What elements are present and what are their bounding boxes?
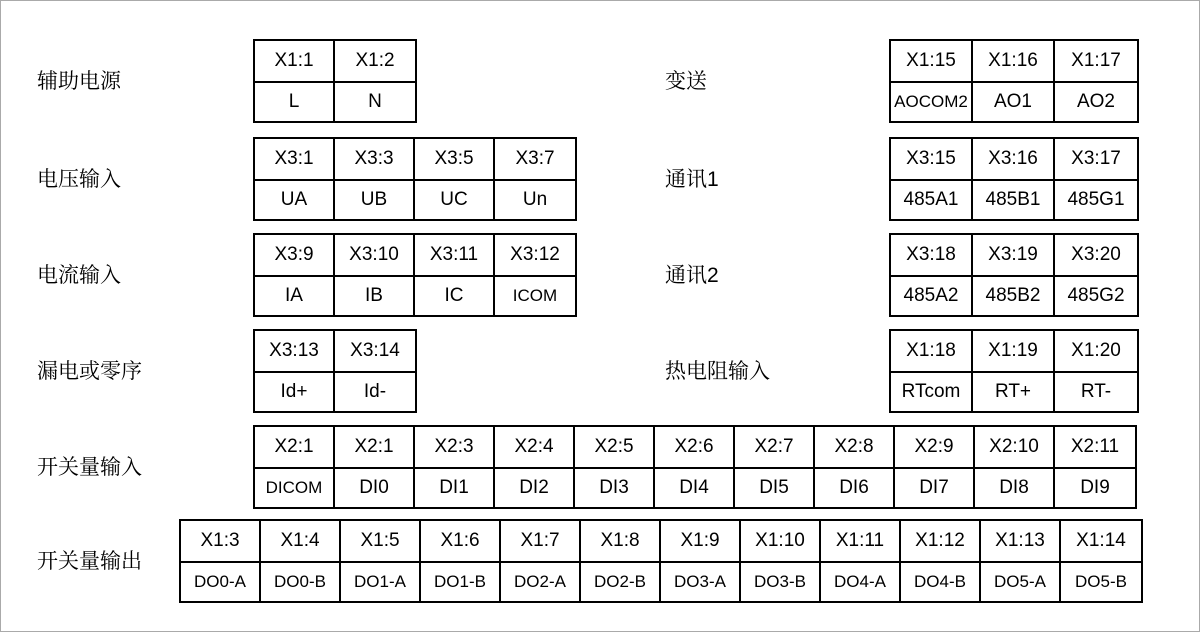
group-label-digital-output: 开关量输出 xyxy=(37,549,142,573)
signal-cell: DO3-A xyxy=(661,561,741,601)
group-communication-2 xyxy=(665,233,1139,317)
signal-cell: AOCOM2 xyxy=(891,81,973,121)
terminal-cell: X1:16 xyxy=(973,41,1055,81)
terminal-cell: X1:18 xyxy=(891,331,973,371)
signal-cell: DO4-A xyxy=(821,561,901,601)
terminal-cell: X2:1 xyxy=(255,427,335,467)
signal-row xyxy=(255,179,575,219)
signal-cell: IA xyxy=(255,275,335,315)
signal-row xyxy=(255,275,575,315)
signal-cell: RTcom xyxy=(891,371,973,411)
signal-cell: AO2 xyxy=(1055,81,1137,121)
signal-cell: 485G2 xyxy=(1055,275,1137,315)
terminal-cell: X3:12 xyxy=(510,244,560,265)
terminal-cell: X2:8 xyxy=(815,427,895,467)
terminal-row xyxy=(181,521,1141,561)
signal-cell: AO1 xyxy=(973,81,1055,121)
terminal-cell: X1:9 xyxy=(661,521,741,561)
terminal-cell: X3:10 xyxy=(335,235,415,275)
terminal-table-digital-output xyxy=(179,519,1143,603)
terminal-table-leakage xyxy=(253,329,417,413)
terminal-row xyxy=(255,427,1135,467)
terminal-cell: X3:3 xyxy=(335,139,415,179)
signal-cell: DO4-B xyxy=(901,561,981,601)
signal-cell: DI2 xyxy=(495,467,575,507)
terminal-cell: X2:1 xyxy=(335,427,415,467)
terminal-cell: X1:1 xyxy=(255,41,335,81)
signal-cell: 485A2 xyxy=(891,275,973,315)
terminal-cell: X3:18 xyxy=(891,235,973,275)
group-label-digital-input: 开关量输入 xyxy=(37,455,142,479)
terminal-row xyxy=(255,235,575,275)
terminal-row xyxy=(255,41,415,81)
terminal-cell: X1:2 xyxy=(355,50,395,71)
signal-cell: DI3 xyxy=(575,467,655,507)
terminal-cell: X2:6 xyxy=(655,427,735,467)
signal-cell: DO3-B xyxy=(741,561,821,601)
terminal-cell: X1:5 xyxy=(341,521,421,561)
group-leakage-or-zero-sequence xyxy=(37,329,417,413)
signal-cell: DI8 xyxy=(975,467,1055,507)
terminal-cell: X3:20 xyxy=(1071,244,1121,265)
signal-cell: UA xyxy=(255,179,335,219)
signal-row xyxy=(255,467,1135,507)
terminal-cell: X1:17 xyxy=(1071,50,1121,71)
terminal-cell: X3:17 xyxy=(1071,148,1121,169)
terminal-cell: X3:19 xyxy=(973,235,1055,275)
terminal-cell: X1:19 xyxy=(973,331,1055,371)
terminal-table-rtd-input xyxy=(889,329,1139,413)
group-label-rtd-input: 热电阻输入 xyxy=(665,359,770,383)
signal-row xyxy=(891,371,1137,411)
terminal-cell: X2:9 xyxy=(895,427,975,467)
terminal-cell: X1:4 xyxy=(261,521,341,561)
group-label-leakage: 漏电或零序 xyxy=(37,359,142,383)
group-analog-output xyxy=(665,39,1139,123)
signal-cell: DO2-B xyxy=(581,561,661,601)
terminal-row xyxy=(891,235,1137,275)
terminal-cell: X1:20 xyxy=(1071,340,1121,361)
group-label-auxiliary-power: 辅助电源 xyxy=(37,69,121,93)
group-rtd-input xyxy=(665,329,1139,413)
signal-cell: DI7 xyxy=(895,467,975,507)
terminal-cell: X3:13 xyxy=(255,331,335,371)
group-current-input xyxy=(37,233,577,317)
terminal-cell: X3:5 xyxy=(415,139,495,179)
terminal-row xyxy=(891,41,1137,81)
group-communication-1 xyxy=(665,137,1139,221)
group-label-communication-2: 通讯2 xyxy=(665,263,719,287)
terminal-cell: X1:13 xyxy=(981,521,1061,561)
signal-cell: ICOM xyxy=(495,275,575,315)
terminal-cell: X2:11 xyxy=(1070,436,1120,457)
terminal-cell: X1:3 xyxy=(181,521,261,561)
terminal-cell: X3:9 xyxy=(255,235,335,275)
group-voltage-input xyxy=(37,137,577,221)
terminal-table-current-input xyxy=(253,233,577,317)
signal-cell: N xyxy=(335,81,415,121)
terminal-cell: X1:6 xyxy=(421,521,501,561)
signal-cell: DO1-B xyxy=(421,561,501,601)
signal-row xyxy=(181,561,1141,601)
signal-cell: Id- xyxy=(335,371,415,411)
terminal-cell: X2:4 xyxy=(495,427,575,467)
terminal-cell: X3:14 xyxy=(350,340,400,361)
signal-row xyxy=(255,81,415,121)
group-label-current-input: 电流输入 xyxy=(37,263,121,287)
signal-cell: DI4 xyxy=(655,467,735,507)
signal-cell: DI1 xyxy=(415,467,495,507)
signal-cell: DI9 xyxy=(1055,467,1135,507)
terminal-cell: X2:5 xyxy=(575,427,655,467)
signal-cell: DO0-A xyxy=(181,561,261,601)
signal-cell: 485B2 xyxy=(973,275,1055,315)
group-digital-input xyxy=(37,425,1137,509)
terminal-cell: X1:8 xyxy=(581,521,661,561)
signal-cell: UB xyxy=(335,179,415,219)
terminal-table-voltage-input xyxy=(253,137,577,221)
terminal-cell: X3:11 xyxy=(415,235,495,275)
terminal-table-digital-input xyxy=(253,425,1137,509)
signal-row xyxy=(891,275,1137,315)
signal-cell: DO2-A xyxy=(501,561,581,601)
terminal-cell: X1:10 xyxy=(741,521,821,561)
signal-cell: DI0 xyxy=(335,467,415,507)
signal-cell: Un xyxy=(495,179,575,219)
signal-cell: IC xyxy=(415,275,495,315)
signal-cell: DI5 xyxy=(735,467,815,507)
signal-cell: 485G1 xyxy=(1055,179,1137,219)
signal-cell: DI6 xyxy=(815,467,895,507)
signal-cell: UC xyxy=(415,179,495,219)
terminal-cell: X2:7 xyxy=(735,427,815,467)
signal-cell: DO5-B xyxy=(1061,561,1141,601)
terminal-cell: X1:14 xyxy=(1076,530,1126,551)
terminal-table-communication-1 xyxy=(889,137,1139,221)
terminal-cell: X1:11 xyxy=(821,521,901,561)
signal-cell: IB xyxy=(335,275,415,315)
signal-cell: 485A1 xyxy=(891,179,973,219)
group-label-communication-1: 通讯1 xyxy=(665,167,719,191)
terminal-cell: X1:7 xyxy=(501,521,581,561)
terminal-row xyxy=(255,139,575,179)
signal-cell: RT+ xyxy=(973,371,1055,411)
terminal-cell: X2:10 xyxy=(975,427,1055,467)
signal-row xyxy=(891,81,1137,121)
terminal-cell: X3:16 xyxy=(973,139,1055,179)
terminal-cell: X1:15 xyxy=(891,41,973,81)
terminal-table-analog-output xyxy=(889,39,1139,123)
signal-row xyxy=(891,179,1137,219)
terminal-cell: X3:1 xyxy=(255,139,335,179)
terminal-cell: X1:12 xyxy=(901,521,981,561)
terminal-table-auxiliary-power xyxy=(253,39,417,123)
signal-cell: DO0-B xyxy=(261,561,341,601)
signal-row xyxy=(255,371,415,411)
signal-cell: RT- xyxy=(1055,371,1137,411)
terminal-row xyxy=(255,331,415,371)
group-auxiliary-power xyxy=(37,39,417,123)
group-digital-output xyxy=(37,519,1143,603)
terminal-row xyxy=(891,331,1137,371)
group-label-voltage-input: 电压输入 xyxy=(37,167,121,191)
signal-cell: L xyxy=(255,81,335,121)
terminal-cell: X2:3 xyxy=(415,427,495,467)
signal-cell: Id+ xyxy=(255,371,335,411)
signal-cell: 485B1 xyxy=(973,179,1055,219)
signal-cell: DICOM xyxy=(255,467,335,507)
signal-cell: DO5-A xyxy=(981,561,1061,601)
terminal-row xyxy=(891,139,1137,179)
terminal-cell: X3:7 xyxy=(515,148,555,169)
terminal-cell: X3:15 xyxy=(891,139,973,179)
signal-cell: DO1-A xyxy=(341,561,421,601)
terminal-table-communication-2 xyxy=(889,233,1139,317)
group-label-analog-output: 变送 xyxy=(665,69,707,93)
